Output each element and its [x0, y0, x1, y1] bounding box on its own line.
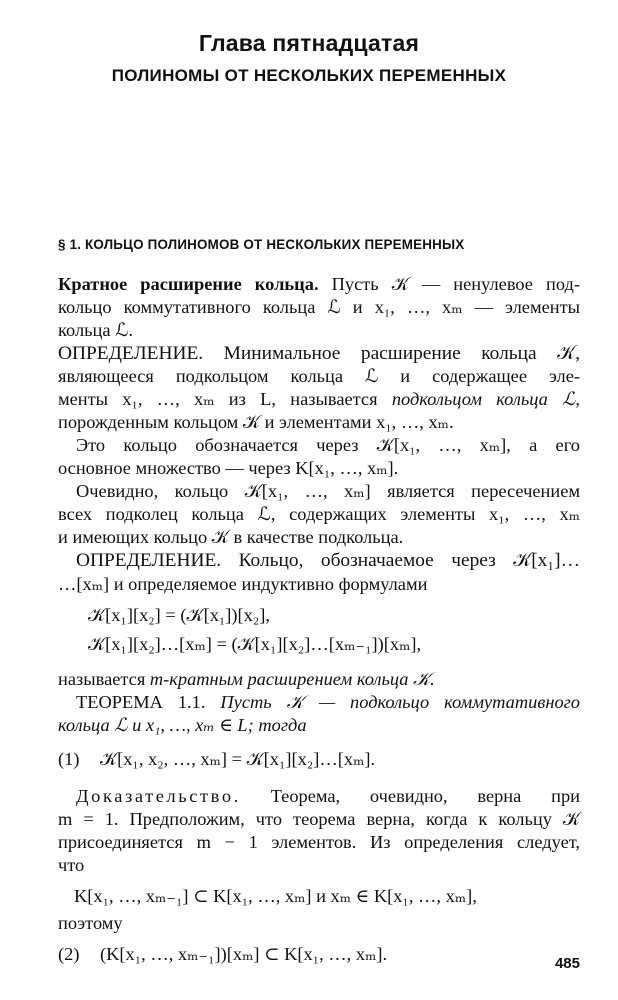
text-line — [58, 390, 580, 408]
bold-term: Кратное расширение кольца. — [58, 274, 319, 294]
text-run: менты x₁, …, xₘ из L, называется — [58, 389, 392, 409]
text-line: присоединяется m − 1 элементов. Из определения следует, — [58, 832, 580, 852]
text-line: m = 1. Предположим, что теорема верна, когда к кольцу 𝒦 — [58, 809, 580, 829]
text-line: кольцо коммутативного кольца ℒ и x₁, …, xₘ — элементы — [58, 297, 580, 317]
text-line — [58, 275, 580, 293]
text-line — [58, 670, 580, 688]
text-line: кольца ℒ. — [58, 320, 133, 340]
text-line: основное множество — через K[x₁, …, xₘ]. — [58, 458, 399, 478]
italic-term: Пусть 𝒦 — подкольцо коммутативного — [220, 692, 581, 712]
text-line: всех подколец кольца ℒ, содержащих элементы x₁, …, xₘ — [58, 504, 580, 524]
text-run: Пусть 𝒦 — ненулевое под- — [318, 274, 580, 294]
formula-line: K[x₁, …, xₘ₋₁] ⊂ K[x₁, …, xₘ] и xₘ ∈ K[x₁, …, xₘ], — [74, 886, 477, 906]
formula-line: (K[x₁, …, xₘ₋₁])[xₘ] ⊂ K[x₁, …, xₘ]. — [100, 944, 388, 964]
italic-term: m-кратным расширением кольца 𝒦. — [149, 669, 435, 689]
chapter-subtitle: ПОЛИНОМЫ ОТ НЕСКОЛЬКИХ ПЕРЕМЕННЫХ — [111, 66, 507, 85]
text-line: порожденным кольцом 𝒦 и элементами x₁, …, xₘ. — [58, 412, 454, 432]
text-line: и имеющих кольцо 𝒦 в качестве подкольца. — [58, 527, 404, 547]
formula-line: 𝒦[x₁][x₂]…[xₘ] = (𝒦[x₁][x₂]…[xₘ₋₁])[xₘ], — [88, 634, 422, 654]
chapter-title: Глава пятнадцатая — [198, 30, 420, 56]
theorem-line: кольца ℒ и x₁, …, xₘ ∈ L; тогда — [58, 715, 307, 735]
page-number: 485 — [554, 955, 580, 972]
text-line: Очевидно, кольцо 𝒦[x₁, …, xₘ] является пересечением — [76, 481, 580, 501]
theorem-label: ТЕОРЕМА 1.1. — [76, 692, 221, 712]
text-line: что — [58, 855, 85, 875]
section-title: § 1. КОЛЬЦО ПОЛИНОМОВ ОТ НЕСКОЛЬКИХ ПЕРЕМЕННЫХ — [58, 237, 465, 252]
formula-line: 𝒦[x₁][x₂] = (𝒦[x₁])[x₂], — [88, 605, 271, 625]
proof-line — [76, 787, 580, 805]
formula-line: 𝒦[x₁, x₂, …, xₘ] = 𝒦[x₁][x₂]…[xₘ]. — [100, 749, 376, 769]
text-line: являющееся подкольцом кольца ℒ и содержащее эле- — [58, 366, 580, 386]
theorem-line — [76, 693, 580, 711]
equation-number: (2) — [58, 944, 80, 964]
definition-line: ОПРЕДЕЛЕНИЕ. Кольцо, обозначаемое через 𝒦[x₁]… — [76, 550, 580, 571]
text-run: Теорема, очевидно, верна при — [240, 786, 580, 806]
italic-term: подкольцом кольца ℒ, — [391, 389, 580, 409]
text-line: …[xₘ] и определяемое индуктивно формулами — [58, 574, 428, 594]
proof-label: Доказательство. — [76, 786, 241, 806]
equation-number: (1) — [58, 749, 80, 769]
text-line: Это кольцо обозначается через 𝒦[x₁, …, xₘ], а его — [76, 435, 580, 455]
text-line: поэтому — [58, 913, 123, 933]
definition-line: ОПРЕДЕЛЕНИЕ. Минимальное расширение кольца 𝒦, — [58, 343, 580, 364]
text-run: называется — [58, 669, 150, 689]
